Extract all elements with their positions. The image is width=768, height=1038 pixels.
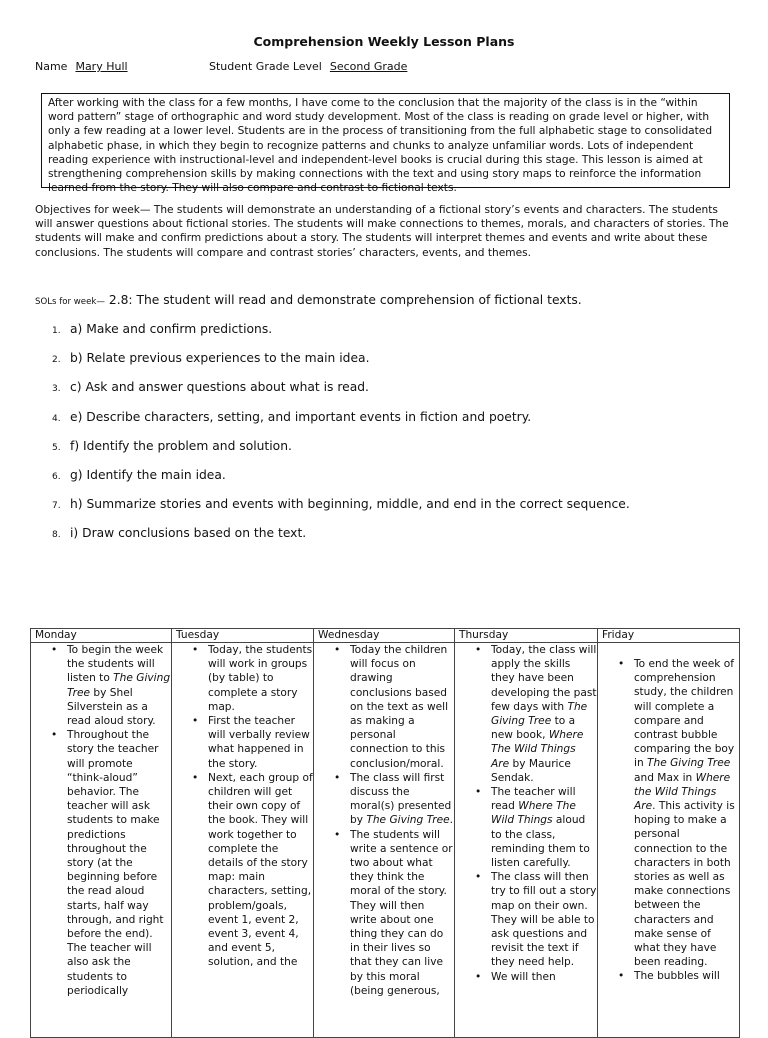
list-item: • Today, the students will work in groups (by table) to complete a story map. (208, 643, 313, 714)
document-title: Comprehension Weekly Lesson Plans (253, 34, 515, 49)
friday-cell (598, 643, 740, 1038)
sol-text: i) Draw conclusions based on the text. (70, 526, 307, 541)
weekly-plan-table (30, 628, 740, 1038)
monday-cell (31, 643, 172, 1038)
thursday-list (455, 643, 597, 984)
friday-list (598, 657, 739, 984)
list-item: • To end the week of comprehension study, the children will complete a compare and contrast bubble comparing the boy in The Giving Tree and Max in Where the Wild Things Are. This activity is hoping to make a personal connection to the characters in both stories as well as make connections between the characters and make sense of what they have been reading. (634, 657, 739, 969)
intro-text: After working with the class for a few months, I have come to the conclusion that the majority of the class is in the “within word pattern” stage of orthographic and word study development. Most of the class is reading on grade level or higher, with only a few reading at a lower level. Students are in the process of transitioning from the full alphabetic stage to consolidated alphabetic phase, in which they begin to recognize patterns and chunks to analyze unfamiliar words. Lots of independent reading experience with instructional-level and independent-level books is crucial during this stage. This lesson is aimed at strengthening comprehension skills by making connections with the text and using story maps to reinforce the information learned from the story. They will also compare and contrast to fictional texts. (48, 97, 713, 195)
sol-number: 2. (52, 355, 61, 366)
sol-text: g) Identify the main idea. (70, 467, 226, 482)
sol-item (52, 497, 630, 526)
grade-level (209, 60, 407, 73)
day-header-friday: Friday (598, 629, 740, 643)
day-header-tuesday: Tuesday (172, 629, 314, 643)
teacher-name (35, 60, 128, 73)
sol-number: 1. (52, 326, 61, 336)
grade-label: Student Grade Level (209, 60, 322, 73)
table-row (31, 643, 740, 1038)
sols-heading (35, 293, 735, 307)
list-item: • We will then (491, 970, 597, 984)
sols-list (52, 322, 630, 556)
thursday-cell (455, 643, 598, 1038)
sol-item (52, 380, 630, 409)
sol-item (52, 468, 630, 497)
wednesday-cell (314, 643, 455, 1038)
sol-text: e) Describe characters, setting, and important events in fiction and poetry. (70, 409, 532, 424)
wednesday-list (314, 643, 454, 998)
monday-list (31, 643, 171, 998)
sol-number: 6. (52, 471, 61, 482)
sol-item (52, 526, 630, 555)
intro-box (41, 93, 730, 195)
sol-item (52, 322, 630, 351)
list-item: • The bubbles will (634, 969, 739, 983)
sol-item (52, 351, 630, 380)
sol-text: h) Summarize stories and events with beginning, middle, and end in the correct sequence. (70, 497, 630, 512)
sol-text: b) Relate previous experiences to the main idea. (70, 351, 370, 366)
sol-item (52, 439, 630, 468)
name-label: Name (35, 60, 68, 73)
list-item: • Today the children will focus on drawing conclusions based on the text as well as making a personal connection to this conclusion/moral. (350, 643, 454, 771)
list-item: • The teacher will read Where The Wild Things aloud to the class, reminding them to listen carefully. (491, 785, 597, 870)
sol-item (52, 410, 630, 439)
sol-number: 8. (52, 530, 61, 541)
objectives-paragraph: Objectives for week— The students will demonstrate an understanding of a fictional story’s events and characters. The students will answer questions about fictional stories. The students will make connections to themes, morals, and characters of stories. The students will make and confirm predictions about a story. The students will interpret themes and events and write about these conclusions. The students will compare and contrast stories’ characters, events, and themes. (35, 204, 729, 259)
sol-text: c) Ask and answer questions about what is read. (70, 380, 369, 395)
sol-number: 3. (52, 384, 61, 395)
list-item: • The class will first discuss the moral(s) presented by The Giving Tree. (350, 771, 454, 828)
sol-number: 5. (52, 442, 61, 453)
tuesday-list (172, 643, 313, 970)
day-header-thursday: Thursday (455, 629, 598, 643)
sols-text: 2.8: The student will read and demonstrate comprehension of fictional texts. (108, 293, 582, 307)
sol-text: f) Identify the problem and solution. (70, 438, 292, 453)
day-header-wednesday: Wednesday (314, 629, 455, 643)
list-item: • The students will write a sentence or two about what they think the moral of the story. They will then write about one thing they can do in their lives so that they can live by this moral (being generous, (350, 828, 454, 998)
grade-value: Second Grade (329, 60, 408, 73)
sols-label: SOLs for week— (35, 297, 105, 307)
list-item: • First the teacher will verbally review what happened in the story. (208, 714, 313, 771)
list-item: • To begin the week the students will listen to The Giving Tree by Shel Silverstein as a read aloud story. (67, 643, 171, 728)
sol-text: a) Make and confirm predictions. (70, 322, 273, 336)
tuesday-cell (172, 643, 314, 1038)
list-item: • The class will then try to fill out a story map on their own. They will be able to ask questions and revisit the text if they need help. (491, 870, 597, 969)
list-item: • Throughout the story the teacher will promote “think-aloud” behavior. The teacher will ask students to make predictions throughout the story (at the beginning before the read aloud starts, half way through, and right before the end). The teacher will also ask the students to periodically (67, 728, 171, 998)
list-item: • Today, the class will apply the skills they have been developing the past few days with The Giving Tree to a new book, Where The Wild Things Are by Maurice Sendak. (491, 643, 597, 785)
day-header-monday: Monday (31, 629, 172, 643)
sol-number: 7. (52, 501, 61, 512)
list-item: • Next, each group of children will get their own copy of the book. They will work together to complete the details of the story map: main characters, setting, problem/goals, event 1, event 2, event 3, event 4, and event 5, solution, and the (208, 771, 313, 970)
table-header-row (31, 629, 740, 643)
sol-number: 4. (52, 413, 61, 424)
name-value: Mary Hull (75, 60, 128, 73)
